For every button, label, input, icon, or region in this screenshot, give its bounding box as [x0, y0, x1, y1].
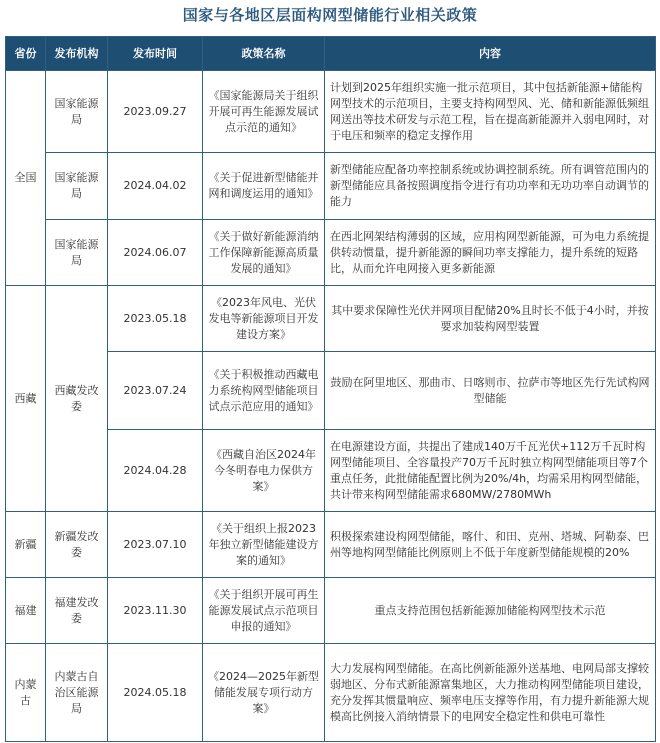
date-cell: 2024.04.02: [108, 153, 203, 220]
content-cell: 在西北网架结构薄弱的区域，应用构网型新能源，可为电力系统提供转动惯量，提升新能源的瞬间功率支撑能力，提升系统的短路比，从而允许电网接入更多新能源: [325, 220, 656, 286]
date-cell: 2024.05.18: [108, 644, 203, 742]
table-row: [6, 153, 656, 220]
content-cell: 积极探索建设构网型储能，喀什、和田、克州、塔城、阿勒泰、巴州等地构网型储能比例原则上不低于年度新型储能规模的20%: [325, 512, 656, 578]
policy-cell: 《2024—2025年新型储能发展专项行动方案》: [203, 644, 325, 742]
header-row: [6, 37, 656, 71]
table-row: [6, 286, 656, 352]
region-cell: 新疆: [6, 512, 46, 578]
date-cell: 2024.06.07: [108, 220, 203, 286]
date-cell: 2023.09.27: [108, 71, 203, 153]
table-row: [6, 71, 656, 153]
issuer-cell: 西藏发改委: [46, 286, 108, 512]
date-cell: 2024.04.28: [108, 430, 203, 512]
policy-cell: 《关于组织上报2023年独立新型储能建设方案的通知》: [203, 512, 325, 578]
table-row: [6, 512, 656, 578]
policy-cell: 《关于促进新型储能并网和调度运用的通知》: [203, 153, 325, 220]
header-content: 内容: [325, 37, 656, 71]
issuer-cell: 国家能源局: [46, 153, 108, 220]
table-row: [6, 578, 656, 644]
header-policy: 政策名称: [203, 37, 325, 71]
date-cell: 2023.11.30: [108, 578, 203, 644]
table-row: [6, 220, 656, 286]
policy-cell: 《关于做好新能源消纳工作保障新能源高质量发展的通知》: [203, 220, 325, 286]
content-cell: 计划到2025年组织实施一批示范项目，其中包括新能源+储能构网型技术的示范项目，主要支持构网型风、光、储和新能源低频组网送出等技术研发与示范工程，旨在提高新能源并入弱电网时，对于电压和频率的稳定支撑作用: [325, 71, 656, 153]
policy-cell: 《西藏自治区2024年今冬明春电力保供方案》: [203, 430, 325, 512]
header-issuer: 发布机构: [46, 37, 108, 71]
page-title: 国家与各地区层面构网型储能行业相关政策: [182, 6, 478, 24]
content-cell: 重点支持范围包括新能源加储能构网型技术示范: [325, 578, 656, 644]
content-cell: 在电源建设方面，共提出了建成140万千瓦光伏+112万千瓦时构网型储能项目、全容量投产70万千瓦时独立构网型储能项目等7个重点任务，此批储能配置比例为20%/4h，均需采用构网型储能，共计带来构网型储能需求680MW/2780MWh: [325, 430, 656, 512]
issuer-cell: 新疆发改委: [46, 512, 108, 578]
content-cell: 大力发展构网型储能。在高比例新能源外送基地、电网局部支撑较弱地区、分布式新能源富集地区，大力推动构网型储能项目建设，充分发挥其惯量响应、频率电压支撑等作用，有力提升新能源大规模高比例接入消纳情景下的电网安全稳定性和供电可靠性: [325, 644, 656, 742]
content-cell: 新型储能应配备功率控制系统或协调控制系统。所有调管范围内的新型储能应具备按照调度指令进行有功功率和无功功率自动调节的能力: [325, 153, 656, 220]
content-cell: 其中要求保障性光伏并网项目配储20%且时长不低于4小时，并按要求加装构网型装置: [325, 286, 656, 352]
issuer-cell: 国家能源局: [46, 71, 108, 153]
region-cell: 内蒙古: [6, 644, 46, 742]
region-cell: 福建: [6, 578, 46, 644]
policy-cell: 《关于积极推动西藏电力系统构网型储能项目试点示范应用的通知》: [203, 352, 325, 430]
issuer-cell: 国家能源局: [46, 220, 108, 286]
issuer-cell: 福建发改委: [46, 578, 108, 644]
region-cell: 全国: [6, 71, 46, 286]
header-date: 发布时间: [108, 37, 203, 71]
policy-cell: 《国家能源局关于组织开展可再生能源发展试点示范的通知》: [203, 71, 325, 153]
region-cell: 西藏: [6, 286, 46, 512]
content-cell: 鼓励在阿里地区、那曲市、日喀则市、拉萨市等地区先行先试构网型储能: [325, 352, 656, 430]
policy-cell: 《2023年风电、光伏发电等新能源项目开发建设方案》: [203, 286, 325, 352]
policy-table: [5, 36, 656, 742]
table-row: [6, 644, 656, 742]
policy-cell: 《关于组织开展可再生能源发展试点示范项目申报的通知》: [203, 578, 325, 644]
date-cell: 2023.07.10: [108, 512, 203, 578]
date-cell: 2023.07.24: [108, 352, 203, 430]
header-region: 省份: [6, 37, 46, 71]
issuer-cell: 内蒙古自治区能源局: [46, 644, 108, 742]
date-cell: 2023.05.18: [108, 286, 203, 352]
